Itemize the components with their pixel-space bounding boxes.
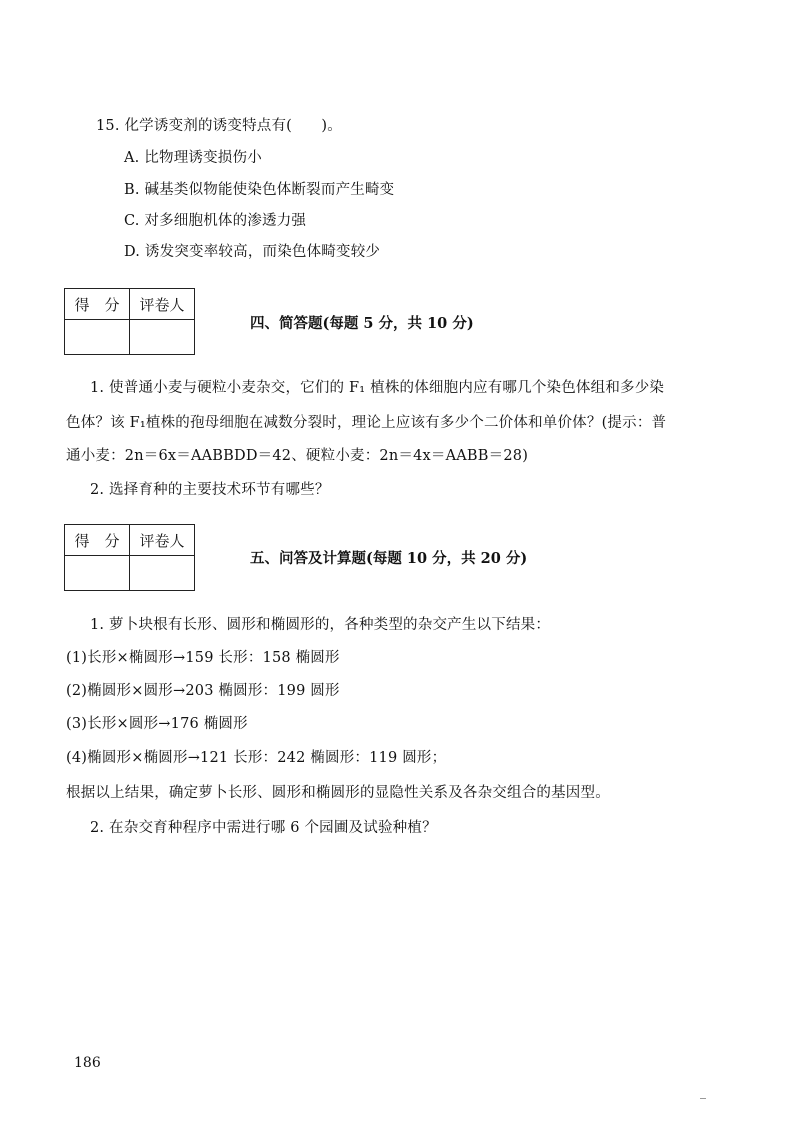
section-4-q1-line-1: 1. 使普通小麦与硬粒小麦杂交，它们的 F₁ 植株的体细胞内应有哪几个染色体组和多少染	[90, 380, 665, 396]
section-4-q1-line-3: 通小麦：2n＝6x＝AABBDD＝42、硬粒小麦：2n＝4x＝AABB＝28)	[66, 448, 529, 464]
section-4-title: 四、简答题(每题 5 分，共 10 分)	[250, 315, 474, 332]
section-5-q1-task: 根据以上结果，确定萝卜长形、圆形和椭圆形的显隐性关系及各杂交组合的基因型。	[66, 785, 610, 801]
score-cell	[65, 320, 130, 355]
cross-result-2: (2)椭圆形×圆形→203 椭圆形：199 圆形	[66, 683, 340, 699]
question-15-option-d: D. 诱发突变率较高，而染色体畸变较少	[124, 244, 381, 260]
cross-result-1: (1)长形×椭圆形→159 长形：158 椭圆形	[66, 650, 340, 666]
question-15-option-c: C. 对多细胞机体的渗透力强	[124, 213, 307, 229]
scan-mark	[700, 1098, 706, 1099]
score-table-section-5	[64, 524, 195, 591]
grader-cell	[130, 556, 195, 591]
score-cell	[65, 556, 130, 591]
grader-label: 评卷人	[130, 525, 195, 556]
section-5-title: 五、问答及计算题(每题 10 分，共 20 分)	[250, 550, 528, 567]
score-label: 得 分	[65, 525, 130, 556]
grader-cell	[130, 320, 195, 355]
section-4-q2: 2. 选择育种的主要技术环节有哪些？	[90, 482, 330, 498]
section-4-q1-line-2: 色体？该 F₁植株的孢母细胞在减数分裂时，理论上应该有多少个二价体和单价体？(提示：普	[66, 415, 667, 431]
question-15-option-b: B. 碱基类似物能使染色体断裂而产生畸变	[124, 182, 395, 198]
question-15-option-a: A. 比物理诱变损伤小	[124, 150, 262, 166]
section-5-q1-intro: 1. 萝卜块根有长形、圆形和椭圆形的，各种类型的杂交产生以下结果：	[90, 617, 551, 633]
question-15-stem: 15. 化学诱变剂的诱变特点有( )。	[96, 118, 342, 134]
grader-label: 评卷人	[130, 289, 195, 320]
cross-result-3: (3)长形×圆形→176 椭圆形	[66, 716, 248, 732]
cross-result-4: (4)椭圆形×椭圆形→121 长形：242 椭圆形：119 圆形；	[66, 750, 447, 766]
section-5-q2: 2. 在杂交育种程序中需进行哪 6 个园圃及试验种植？	[90, 820, 437, 836]
page-number: 186	[74, 1055, 101, 1071]
score-label: 得 分	[65, 289, 130, 320]
score-table-section-4	[64, 288, 195, 355]
